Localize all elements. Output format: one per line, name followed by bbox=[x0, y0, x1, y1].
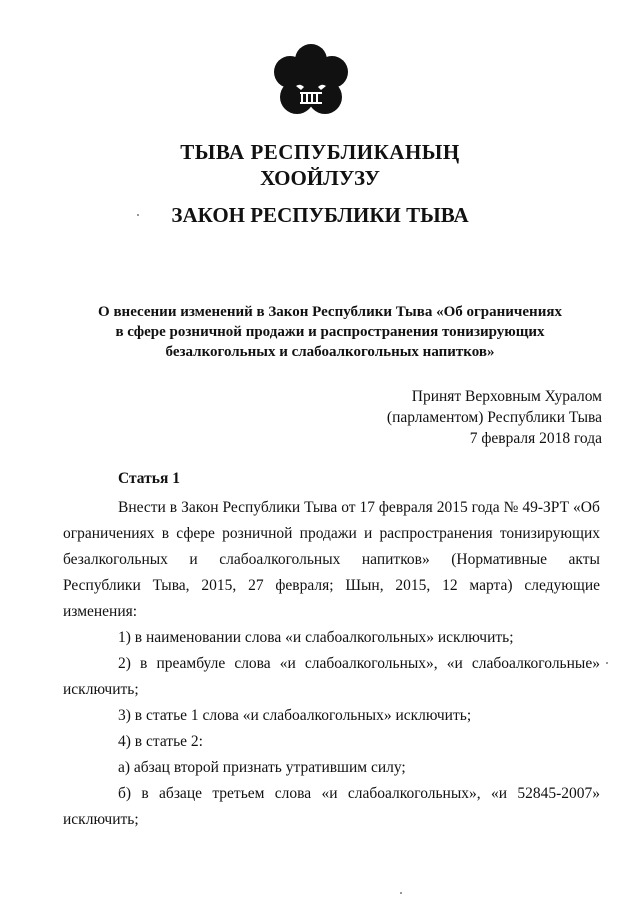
word: акты bbox=[568, 551, 600, 568]
word: 49-ЗРТ bbox=[522, 499, 570, 516]
word: розничной bbox=[222, 525, 293, 542]
word: «и bbox=[446, 655, 463, 672]
word: напитков» bbox=[361, 551, 430, 568]
scan-speck bbox=[400, 892, 402, 894]
word: слабоалкогольных», bbox=[347, 785, 481, 802]
word: (Нормативные bbox=[451, 551, 548, 568]
word: преамбуле bbox=[156, 655, 226, 672]
word: 27 bbox=[248, 577, 264, 594]
title-russian: ЗАКОН РЕСПУБЛИКИ ТЫВА bbox=[171, 203, 469, 227]
word: 2015 bbox=[436, 499, 468, 516]
word: абзаце bbox=[159, 785, 202, 802]
word: 2) bbox=[118, 655, 131, 672]
word: 17 bbox=[359, 499, 375, 516]
word: от bbox=[341, 499, 356, 516]
intro-line-3 bbox=[63, 547, 600, 573]
word: в bbox=[169, 499, 178, 516]
adoption-line-2: (парламентом) Республики Тыва bbox=[386, 409, 602, 426]
adoption-line-1: Принят Верховным Хуралом bbox=[411, 388, 602, 405]
word: тонизирующих bbox=[499, 525, 600, 542]
scan-speck bbox=[606, 662, 608, 664]
item-4b-line-2: исключить; bbox=[63, 811, 139, 828]
intro-line-1 bbox=[63, 495, 600, 521]
word: и bbox=[189, 551, 198, 568]
word: № bbox=[503, 499, 519, 516]
word: 12 bbox=[442, 577, 458, 594]
word: года bbox=[471, 499, 500, 516]
word: Внести bbox=[118, 499, 166, 516]
intro-line-4 bbox=[63, 573, 600, 599]
adoption-date: 7 февраля 2018 года bbox=[469, 430, 602, 447]
word: февраля; bbox=[275, 577, 334, 594]
title-tuvan-line1: ТЫВА РЕСПУБЛИКАНЫҢ bbox=[180, 140, 460, 164]
word: Республики bbox=[222, 499, 301, 516]
word: слабоалкогольные» bbox=[471, 655, 600, 672]
item-4b-line-1 bbox=[63, 781, 600, 807]
word: слабоалкогольных», bbox=[304, 655, 438, 672]
word: «и bbox=[321, 785, 338, 802]
article-title: Статья 1 bbox=[118, 470, 180, 487]
word: в bbox=[140, 655, 148, 672]
word: февраля bbox=[378, 499, 433, 516]
intro-line-5: изменения: bbox=[63, 603, 138, 620]
word: «и bbox=[279, 655, 296, 672]
item-1: 1) в наименовании слова «и слабоалкогольных» исключить; bbox=[118, 629, 514, 646]
law-subject-heading bbox=[60, 302, 600, 362]
word: продажи bbox=[299, 525, 357, 542]
word: ограничениях bbox=[63, 525, 155, 542]
word: Тыва, bbox=[152, 577, 190, 594]
title-tuvan-line2: ХООЙЛУЗУ bbox=[260, 166, 380, 190]
subject-line-1: О внесении изменений в Закон Республики Тыва «Об ограничениях bbox=[98, 304, 562, 320]
tuva-coat-of-arms-emblem bbox=[270, 42, 352, 120]
word: третьем bbox=[212, 785, 265, 802]
word: в bbox=[161, 525, 170, 542]
word: «Об bbox=[573, 499, 600, 516]
item-3: 3) в статье 1 слова «и слабоалкогольных» исключить; bbox=[118, 707, 472, 724]
word: и bbox=[364, 525, 373, 542]
subject-line-2: в сфере розничной продажи и распространения тонизирующих bbox=[115, 324, 545, 340]
item-2-line-1 bbox=[63, 651, 600, 677]
word: в bbox=[141, 785, 149, 802]
article-body bbox=[63, 495, 600, 833]
adoption-note bbox=[387, 386, 602, 449]
word: 2015, bbox=[395, 577, 431, 594]
word: следующие bbox=[524, 577, 600, 594]
word: слабоалкогольных bbox=[219, 551, 341, 568]
word: б) bbox=[118, 785, 132, 802]
subject-line-3: безалкогольных и слабоалкогольных напитков» bbox=[165, 344, 495, 360]
scan-speck bbox=[137, 214, 139, 216]
word: марта) bbox=[469, 577, 513, 594]
word: 52845-2007» bbox=[517, 785, 600, 802]
word: Закон bbox=[181, 499, 219, 516]
word: Тыва bbox=[304, 499, 338, 516]
word: 2015, bbox=[201, 577, 237, 594]
word: Республики bbox=[63, 577, 141, 594]
intro-line-2 bbox=[63, 521, 600, 547]
word: безалкогольных bbox=[63, 551, 168, 568]
word: сфере bbox=[176, 525, 215, 542]
word: распространения bbox=[379, 525, 493, 542]
item-4: 4) в статье 2: bbox=[118, 733, 203, 750]
word: Шын, bbox=[345, 577, 384, 594]
item-2-line-2: исключить; bbox=[63, 681, 139, 698]
word: слова bbox=[234, 655, 271, 672]
word: слова bbox=[274, 785, 312, 802]
word: «и bbox=[490, 785, 507, 802]
item-4a: а) абзац второй признать утратившим силу; bbox=[118, 759, 406, 776]
